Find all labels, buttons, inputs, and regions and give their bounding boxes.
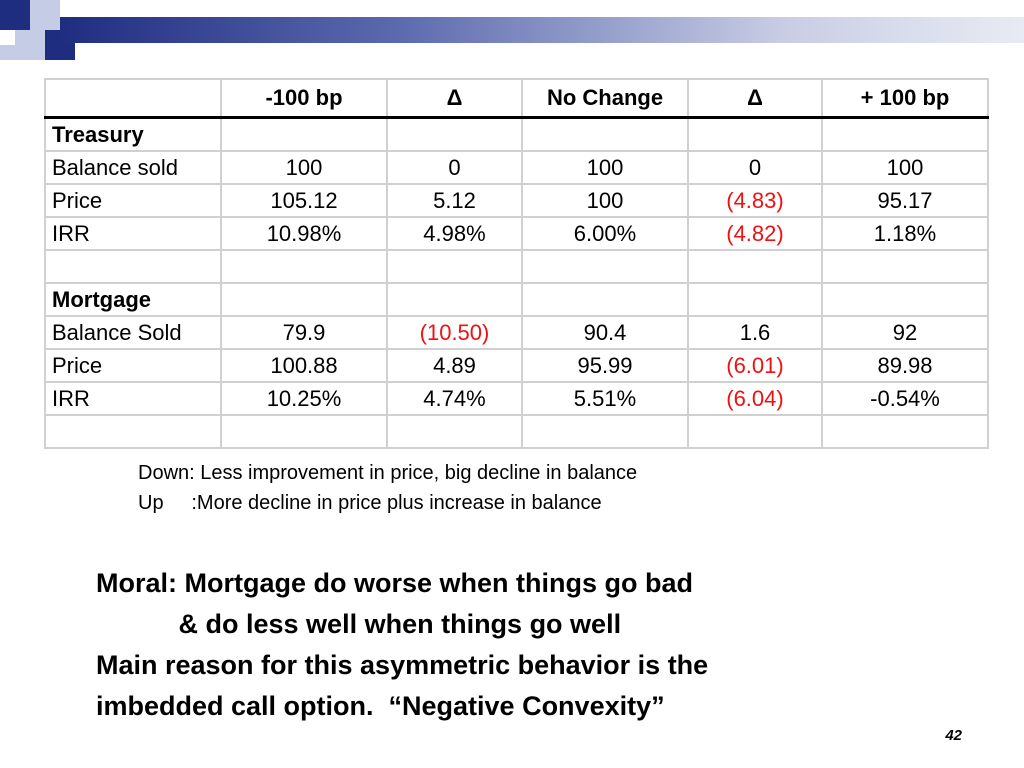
table-row bbox=[45, 316, 988, 349]
table-cell: 92 bbox=[822, 316, 988, 349]
table-cell bbox=[822, 250, 988, 283]
table-row bbox=[45, 349, 988, 382]
table-row bbox=[45, 250, 988, 283]
table-cell bbox=[822, 118, 988, 152]
header-decoration-square bbox=[0, 45, 15, 60]
table-cell: 10.25% bbox=[221, 382, 387, 415]
header-decoration-square bbox=[0, 0, 30, 30]
table-cell: (10.50) bbox=[387, 316, 522, 349]
table-row bbox=[45, 217, 988, 250]
table-cell: 100 bbox=[522, 151, 688, 184]
table-row-label: IRR bbox=[45, 382, 221, 415]
table-cell: (4.83) bbox=[688, 184, 822, 217]
table-row-label: Price bbox=[45, 184, 221, 217]
moral-line: Moral: Mortgage do worse when things go bad bbox=[96, 568, 694, 598]
table-header-row bbox=[45, 79, 988, 118]
table-cell bbox=[688, 415, 822, 448]
table-row bbox=[45, 184, 988, 217]
header-decoration-square bbox=[30, 0, 60, 30]
header-decoration-square bbox=[15, 30, 45, 60]
table-cell: 6.00% bbox=[522, 217, 688, 250]
table-cell bbox=[688, 250, 822, 283]
table-cell: 100 bbox=[822, 151, 988, 184]
moral-line: & do less well when things go well bbox=[96, 609, 622, 639]
table-row-label: Balance sold bbox=[45, 151, 221, 184]
table-header-cell: Δ bbox=[387, 79, 522, 118]
table-cell: 79.9 bbox=[221, 316, 387, 349]
table-cell: 5.51% bbox=[522, 382, 688, 415]
table-cell bbox=[221, 283, 387, 316]
table-section-label: Treasury bbox=[45, 118, 221, 152]
table-cell bbox=[387, 415, 522, 448]
note-up: Up :More decline in price plus increase in balance bbox=[138, 492, 602, 514]
table-cell bbox=[221, 118, 387, 152]
table-row bbox=[45, 382, 988, 415]
table-cell: 89.98 bbox=[822, 349, 988, 382]
table-cell: 10.98% bbox=[221, 217, 387, 250]
table-cell bbox=[822, 415, 988, 448]
table-cell bbox=[221, 250, 387, 283]
table-cell: 1.6 bbox=[688, 316, 822, 349]
table-cell: 5.12 bbox=[387, 184, 522, 217]
table-header-cell: -100 bp bbox=[221, 79, 387, 118]
table-cell: 0 bbox=[688, 151, 822, 184]
table-cell bbox=[387, 118, 522, 152]
table-cell bbox=[822, 283, 988, 316]
table-section-label: Mortgage bbox=[45, 283, 221, 316]
table-cell: 100 bbox=[221, 151, 387, 184]
comparison-table bbox=[44, 78, 989, 449]
table-cell: 0 bbox=[387, 151, 522, 184]
table-cell: 105.12 bbox=[221, 184, 387, 217]
moral-line: imbedded call option. “Negative Convexity” bbox=[96, 691, 665, 721]
table-cell: 95.99 bbox=[522, 349, 688, 382]
table-cell: 90.4 bbox=[522, 316, 688, 349]
table-cell: 4.74% bbox=[387, 382, 522, 415]
table-row-label bbox=[45, 250, 221, 283]
table-row bbox=[45, 283, 988, 316]
table-cell bbox=[688, 283, 822, 316]
table-cell bbox=[387, 283, 522, 316]
header-gradient-bar bbox=[60, 17, 1024, 43]
table-row-label: IRR bbox=[45, 217, 221, 250]
table-cell: 4.98% bbox=[387, 217, 522, 250]
table-cell bbox=[221, 415, 387, 448]
moral-text bbox=[96, 563, 708, 727]
table-row bbox=[45, 151, 988, 184]
table-header-cell: + 100 bp bbox=[822, 79, 988, 118]
table-cell bbox=[522, 415, 688, 448]
table-cell bbox=[522, 118, 688, 152]
table-cell: 100 bbox=[522, 184, 688, 217]
table-cell: 95.17 bbox=[822, 184, 988, 217]
table-row bbox=[45, 118, 988, 152]
table-cell bbox=[522, 283, 688, 316]
table-cell: 4.89 bbox=[387, 349, 522, 382]
comparison-table-container bbox=[44, 78, 989, 449]
note-down: Down: Less improvement in price, big decline in balance bbox=[138, 462, 638, 484]
moral-line: Main reason for this asymmetric behavior is the bbox=[96, 650, 709, 680]
table-cell: 100.88 bbox=[221, 349, 387, 382]
table-header-cell: Δ bbox=[688, 79, 822, 118]
table-header-cell bbox=[45, 79, 221, 118]
table-cell: (6.01) bbox=[688, 349, 822, 382]
table-cell: (4.82) bbox=[688, 217, 822, 250]
slide-number: 42 bbox=[945, 727, 962, 744]
table-row-label: Price bbox=[45, 349, 221, 382]
table-row-label bbox=[45, 415, 221, 448]
table-cell: -0.54% bbox=[822, 382, 988, 415]
table-row bbox=[45, 415, 988, 448]
table-cell: (6.04) bbox=[688, 382, 822, 415]
table-cell bbox=[522, 250, 688, 283]
table-header-cell: No Change bbox=[522, 79, 688, 118]
table-cell bbox=[387, 250, 522, 283]
table-cell bbox=[688, 118, 822, 152]
table-row-label: Balance Sold bbox=[45, 316, 221, 349]
table-cell: 1.18% bbox=[822, 217, 988, 250]
